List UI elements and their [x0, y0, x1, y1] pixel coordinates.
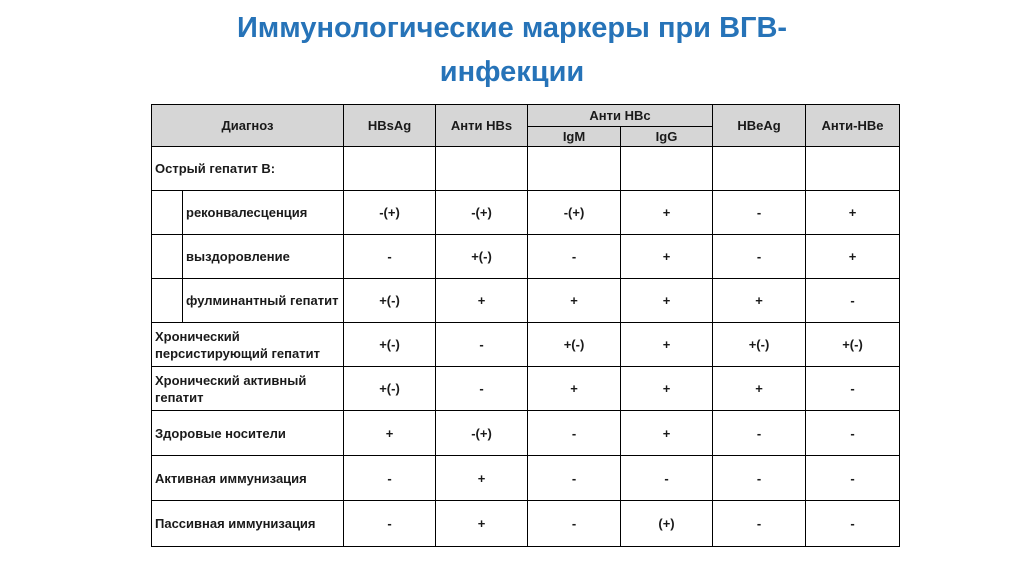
title-line-1: Иммунологические маркеры при ВГВ- [236, 12, 788, 44]
cell-empty [528, 147, 621, 191]
cell-hbeag: - [713, 191, 806, 235]
row-label: Активная иммунизация [152, 456, 344, 501]
cell-anti-hbs: + [436, 501, 528, 547]
cell-igg: (+) [621, 501, 713, 547]
cell-igg: + [621, 279, 713, 323]
cell-igg: + [621, 235, 713, 279]
cell-hbeag: - [713, 501, 806, 547]
cell-hbeag: +(-) [713, 323, 806, 367]
row-label: выздоровление [183, 235, 344, 279]
header-hbsag: HBsAg [344, 105, 436, 147]
cell-anti-hbe: - [806, 411, 900, 456]
table-row [152, 456, 900, 501]
cell-hbsag: + [344, 411, 436, 456]
cell-hbsag: +(-) [344, 323, 436, 367]
cell-hbeag: + [713, 367, 806, 411]
cell-anti-hbe: - [806, 456, 900, 501]
cell-igm: + [528, 367, 621, 411]
cell-igm: - [528, 456, 621, 501]
cell-hbsag: - [344, 235, 436, 279]
header-anti-hbe: Анти-HBe [806, 105, 900, 147]
row-label-acute: Острый гепатит В: [152, 147, 344, 191]
indent-cell [152, 279, 183, 323]
cell-hbsag: - [344, 501, 436, 547]
cell-hbeag: - [713, 411, 806, 456]
cell-anti-hbe: + [806, 191, 900, 235]
row-label: реконвалесценция [183, 191, 344, 235]
header-igg: IgG [621, 127, 713, 147]
slide-title [212, 6, 812, 94]
cell-hbeag: + [713, 279, 806, 323]
cell-hbeag: - [713, 456, 806, 501]
cell-anti-hbs: - [436, 367, 528, 411]
cell-anti-hbs: - [436, 323, 528, 367]
header-igm: IgM [528, 127, 621, 147]
indent-cell [152, 191, 183, 235]
table-row [152, 367, 900, 411]
cell-empty [344, 147, 436, 191]
header-diagnosis: Диагноз [152, 105, 344, 147]
cell-igg: + [621, 323, 713, 367]
cell-anti-hbe: - [806, 367, 900, 411]
cell-hbsag: +(-) [344, 279, 436, 323]
row-label: Пассивная иммунизация [152, 501, 344, 547]
cell-igm: - [528, 501, 621, 547]
cell-hbsag: +(-) [344, 367, 436, 411]
cell-anti-hbe: +(-) [806, 323, 900, 367]
row-label: Здоровые носители [152, 411, 344, 456]
cell-anti-hbe: - [806, 501, 900, 547]
cell-igg: + [621, 411, 713, 456]
cell-igg: + [621, 191, 713, 235]
cell-hbsag: - [344, 456, 436, 501]
cell-anti-hbs: + [436, 456, 528, 501]
cell-igm: +(-) [528, 323, 621, 367]
cell-igg: - [621, 456, 713, 501]
markers-table [151, 104, 900, 547]
cell-igm: - [528, 235, 621, 279]
row-label: Хронический персистирующий гепатит [152, 323, 344, 367]
cell-empty [436, 147, 528, 191]
cell-empty [713, 147, 806, 191]
title-line-2: инфекции [439, 56, 585, 88]
cell-igg: + [621, 367, 713, 411]
cell-anti-hbs: + [436, 279, 528, 323]
header-anti-hbs: Анти HBs [436, 105, 528, 147]
table-row [152, 235, 900, 279]
header-hbeag: HBeAg [713, 105, 806, 147]
table-row [152, 411, 900, 456]
indent-cell [152, 235, 183, 279]
cell-igm: - [528, 411, 621, 456]
cell-igm: -(+) [528, 191, 621, 235]
header-anti-hbc: Анти HBc [528, 105, 713, 127]
cell-empty [621, 147, 713, 191]
cell-anti-hbe: - [806, 279, 900, 323]
row-label: фулминантный гепатит [183, 279, 344, 323]
cell-anti-hbs: +(-) [436, 235, 528, 279]
table-row [152, 323, 900, 367]
cell-hbeag: - [713, 235, 806, 279]
table-row-acute-group [152, 147, 900, 191]
cell-igm: + [528, 279, 621, 323]
table-row [152, 279, 900, 323]
cell-anti-hbs: -(+) [436, 411, 528, 456]
cell-hbsag: -(+) [344, 191, 436, 235]
cell-anti-hbs: -(+) [436, 191, 528, 235]
table-row [152, 501, 900, 547]
table-row [152, 191, 900, 235]
row-label: Хронический активный гепатит [152, 367, 344, 411]
cell-anti-hbe: + [806, 235, 900, 279]
cell-empty [806, 147, 900, 191]
